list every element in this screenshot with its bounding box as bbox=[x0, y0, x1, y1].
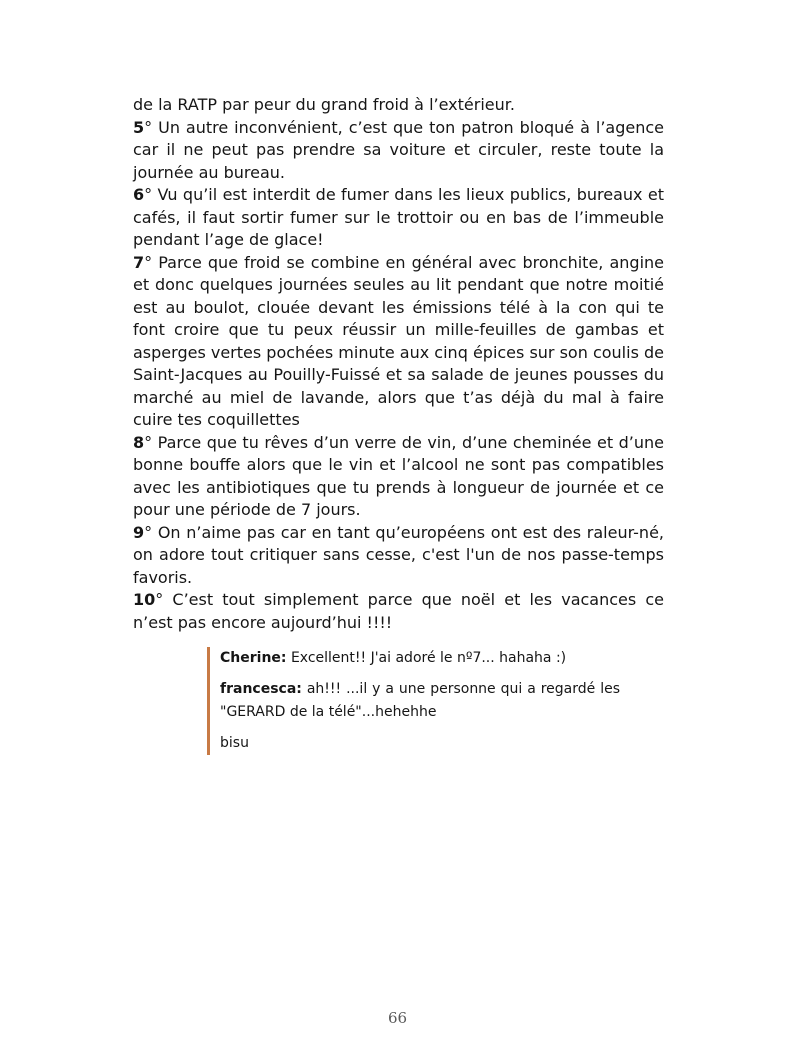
list-number: 9 bbox=[133, 522, 145, 542]
paragraph-continuation bbox=[133, 94, 664, 117]
page-body bbox=[133, 94, 664, 755]
list-number: 10 bbox=[133, 590, 156, 609]
degree-symbol: ° bbox=[155, 590, 164, 609]
comments-section bbox=[207, 647, 620, 755]
comment-text: Excellent!! J'ai adoré le nº7... hahaha :) bbox=[290, 650, 567, 666]
paragraph-5 bbox=[133, 117, 664, 185]
degree-symbol: ° bbox=[144, 185, 153, 204]
page-number: 66 bbox=[387, 1009, 408, 1027]
comment-text: ah!!! ...il y a une personne qui a regardé les "GERARD de la télé"...hehehhe bbox=[220, 681, 621, 720]
list-number: 8 bbox=[133, 432, 145, 452]
comment-author: Cherine: bbox=[220, 650, 287, 666]
paragraph-text: On n’aime pas car en tant qu’européens ont est des raleur-né, on adore tout critiquer sans cesse, c'est l'un de nos passe-temps favoris. bbox=[133, 522, 664, 587]
paragraph-text: C’est tout simplement parce que noël et les vacances ce n’est pas encore aujourd’hui !!!! bbox=[133, 590, 664, 632]
comment-cherine bbox=[220, 647, 620, 670]
paragraph-text: Parce que tu rêves d’un verre de vin, d’une cheminée et d’une bonne bouffe alors que le vin et l’alcool ne sont pas compatibles avec les antibiotiques que tu prends à longueur de journée et ce pour une période de 7 jours. bbox=[133, 432, 664, 519]
paragraph-text: Un autre inconvénient, c’est que ton patron bloqué à l’agence car il ne peut pas prendre sa voiture et circuler, reste toute la journée au bureau. bbox=[133, 117, 664, 182]
comment-text: bisu bbox=[220, 735, 249, 751]
paragraph-text: de la RATP par peur du grand froid à l’extérieur. bbox=[133, 95, 515, 114]
comment-bisu bbox=[220, 732, 620, 755]
list-number: 7 bbox=[133, 252, 145, 272]
degree-symbol: ° bbox=[144, 432, 153, 452]
comment-author: francesca: bbox=[220, 681, 302, 697]
paragraph-7 bbox=[133, 252, 664, 432]
degree-symbol: ° bbox=[144, 522, 153, 542]
degree-symbol: ° bbox=[144, 252, 153, 272]
paragraph-text: Vu qu’il est interdit de fumer dans les lieux publics, bureaux et cafés, il faut sortir fumer sur le trottoir ou en bas de l’immeuble pendant l’age de glace! bbox=[133, 185, 664, 249]
list-number: 6 bbox=[133, 185, 145, 204]
paragraph-10 bbox=[133, 589, 664, 634]
paragraph-9 bbox=[133, 522, 664, 590]
paragraph-8 bbox=[133, 432, 664, 522]
paragraph-6 bbox=[133, 184, 664, 252]
list-number: 5 bbox=[133, 117, 145, 137]
comment-francesca bbox=[220, 678, 620, 724]
degree-symbol: ° bbox=[144, 117, 153, 137]
paragraph-text: Parce que froid se combine en général avec bronchite, angine et donc quelques journées seules au lit pendant que notre moitié est au boulot, clouée devant les émissions télé à la con qui te font croire que tu peux réussir un mille-feuilles de gambas et asperges vertes pochées minute aux cinq épices sur son coulis de Saint-Jacques au Pouilly-Fuissé et sa salade de jeunes pousses du marché au miel de lavande, alors que t’as déjà du mal à faire cuire tes coquillettes bbox=[133, 252, 664, 429]
